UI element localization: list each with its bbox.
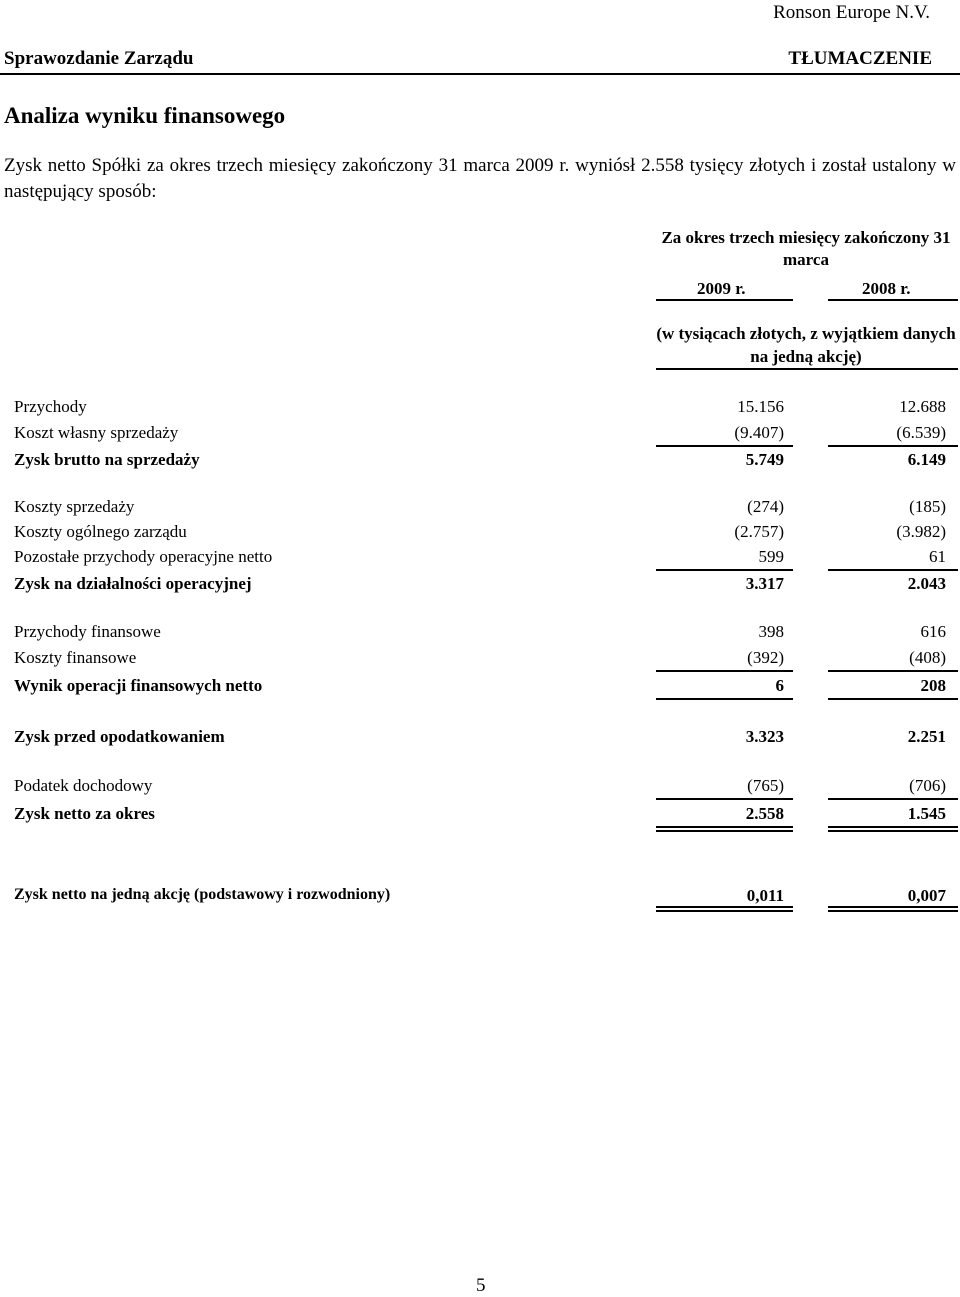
table-row bbox=[14, 547, 946, 571]
table-row bbox=[14, 450, 946, 474]
table-row bbox=[14, 622, 946, 646]
total-double-rule bbox=[656, 910, 793, 912]
value-2009: (274) bbox=[747, 497, 784, 516]
row-label: Zysk na działalności operacyjnej bbox=[14, 574, 252, 593]
value-2008: 1.545 bbox=[907, 804, 946, 823]
total-double-rule bbox=[656, 906, 793, 908]
table-row bbox=[14, 522, 946, 546]
table-row bbox=[14, 886, 946, 910]
row-label: Zysk netto za okres bbox=[14, 804, 155, 823]
subtotal-rule bbox=[656, 569, 793, 571]
subtotal-rule bbox=[656, 798, 793, 800]
value-2008: (3.982) bbox=[896, 522, 946, 541]
company-name: Ronson Europe N.V. bbox=[773, 2, 930, 23]
value-2008: 6.149 bbox=[907, 450, 946, 469]
value-2008: 616 bbox=[920, 622, 946, 641]
row-label: Zysk przed opodatkowaniem bbox=[14, 727, 225, 746]
row-label: Zysk brutto na sprzedaży bbox=[14, 450, 200, 469]
subtotal-rule bbox=[828, 698, 958, 700]
value-2008: 0,007 bbox=[907, 886, 946, 905]
intro-paragraph: Zysk netto Spółki za okres trzech miesięcy zakończony 31 marca 2009 r. wyniósł 2.558 tysięcy złotych i został ustalony w następujący sposób: bbox=[4, 155, 956, 202]
value-2008: 2.251 bbox=[907, 727, 946, 746]
value-2008: 12.688 bbox=[899, 397, 946, 416]
row-label: Koszty ogólnego zarządu bbox=[14, 522, 187, 541]
value-2008: (408) bbox=[909, 648, 946, 667]
subtotal-rule bbox=[656, 445, 793, 447]
page-title: Analiza wyniku finansowego bbox=[4, 103, 286, 128]
value-2008: 61 bbox=[929, 547, 946, 566]
unit-note-underline bbox=[656, 368, 958, 370]
value-2008: 208 bbox=[920, 676, 946, 695]
table-row bbox=[14, 397, 946, 421]
subtotal-rule bbox=[828, 569, 958, 571]
table-row bbox=[14, 648, 946, 672]
value-2009: 599 bbox=[758, 547, 784, 566]
table-row bbox=[14, 776, 946, 800]
table-row bbox=[14, 676, 946, 700]
value-2008: 2.043 bbox=[907, 574, 946, 593]
subtotal-rule bbox=[828, 798, 958, 800]
row-label: Koszty sprzedaży bbox=[14, 497, 135, 516]
value-2009: (765) bbox=[747, 776, 784, 795]
value-2009: 0,011 bbox=[746, 886, 784, 905]
total-double-rule bbox=[828, 910, 958, 912]
value-2009: 3.323 bbox=[745, 727, 784, 746]
row-label: Zysk netto na jedną akcję (podstawowy i rozwodniony) bbox=[14, 886, 391, 903]
unit-note: (w tysiącach złotych, z wyjątkiem danych na jedną akcję) bbox=[656, 324, 956, 366]
total-double-rule bbox=[828, 906, 958, 908]
page-number: 5 bbox=[476, 1275, 486, 1296]
value-2009: 398 bbox=[758, 622, 784, 641]
value-2008: (185) bbox=[909, 497, 946, 516]
year-2008-header: 2008 r. bbox=[862, 279, 911, 298]
value-2008: (706) bbox=[909, 776, 946, 795]
value-2009: 15.156 bbox=[737, 397, 784, 416]
subtotal-rule bbox=[656, 670, 793, 672]
total-double-rule bbox=[656, 826, 793, 828]
total-double-rule bbox=[656, 830, 793, 832]
subtotal-rule bbox=[828, 445, 958, 447]
translation-label: TŁUMACZENIE bbox=[788, 48, 932, 69]
header-divider bbox=[0, 73, 960, 75]
year-2009-underline bbox=[656, 299, 793, 301]
table-row bbox=[14, 574, 946, 598]
year-2009-header: 2009 r. bbox=[697, 279, 746, 298]
value-2009: (392) bbox=[747, 648, 784, 667]
row-label: Przychody bbox=[14, 397, 87, 416]
row-label: Koszty finansowe bbox=[14, 648, 137, 667]
table-row bbox=[14, 727, 946, 751]
subtotal-rule bbox=[828, 670, 958, 672]
value-2009: 2.558 bbox=[745, 804, 784, 823]
table-row bbox=[14, 804, 946, 828]
row-label: Wynik operacji finansowych netto bbox=[14, 676, 263, 695]
section-title: Sprawozdanie Zarządu bbox=[4, 48, 194, 69]
table-row bbox=[14, 423, 946, 447]
row-label: Koszt własny sprzedaży bbox=[14, 423, 179, 442]
row-label: Podatek dochodowy bbox=[14, 776, 153, 795]
period-header: Za okres trzech miesięcy zakończony 31 marca bbox=[661, 228, 951, 269]
value-2009: 3.317 bbox=[745, 574, 784, 593]
table-row bbox=[14, 497, 946, 521]
row-label: Pozostałe przychody operacyjne netto bbox=[14, 547, 273, 566]
value-2009: 5.749 bbox=[745, 450, 784, 469]
subtotal-rule bbox=[656, 698, 793, 700]
value-2009: (9.407) bbox=[734, 423, 784, 442]
total-double-rule bbox=[828, 830, 958, 832]
value-2009: 6 bbox=[775, 676, 784, 695]
value-2008: (6.539) bbox=[896, 423, 946, 442]
year-2008-underline bbox=[828, 299, 958, 301]
total-double-rule bbox=[828, 826, 958, 828]
value-2009: (2.757) bbox=[734, 522, 784, 541]
row-label: Przychody finansowe bbox=[14, 622, 161, 641]
